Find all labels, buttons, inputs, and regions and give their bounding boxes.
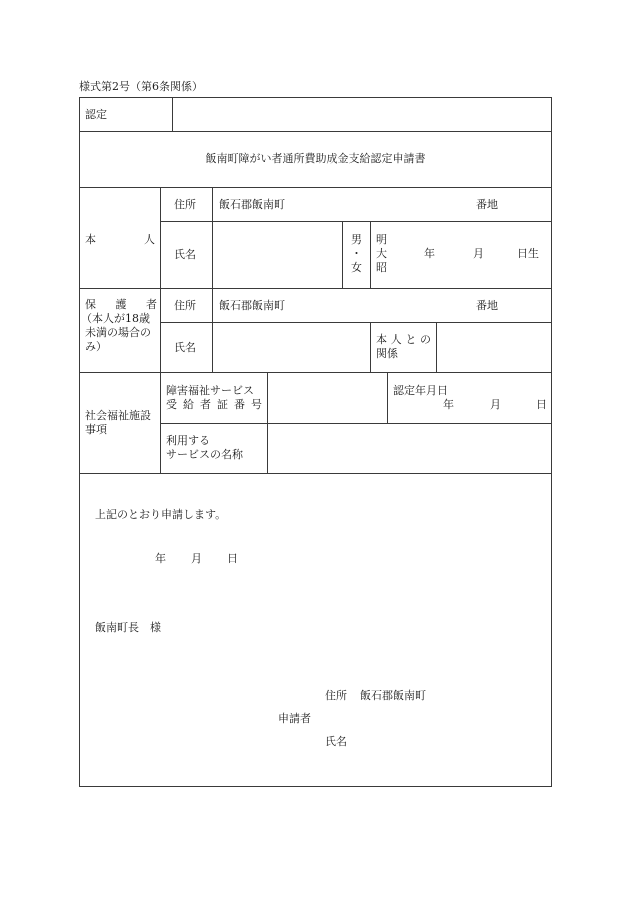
guardian-note-line: み） bbox=[85, 340, 107, 353]
service-name-field[interactable] bbox=[268, 424, 551, 473]
facility-section-label bbox=[85, 409, 151, 437]
guardian-section-label bbox=[81, 298, 157, 354]
person-name-field[interactable] bbox=[213, 222, 342, 288]
relation-label bbox=[376, 333, 431, 361]
approval-label: 認定 bbox=[85, 108, 107, 121]
era-selector[interactable] bbox=[376, 233, 387, 275]
cert-day-label: 日 bbox=[536, 398, 547, 411]
relation-label-char: と bbox=[405, 333, 417, 346]
guardian-label-char: 保 bbox=[85, 298, 96, 311]
form-number: 様式第2号（第6条関係） bbox=[79, 80, 203, 93]
facility-label-line: 社会福祉施設 bbox=[85, 409, 151, 422]
guardian-note-line: 未満の場合の bbox=[85, 326, 151, 339]
cert-number-label bbox=[166, 384, 262, 412]
guardian-address-suffix: 番地 bbox=[476, 299, 498, 312]
cert-label-char: 給 bbox=[183, 398, 194, 411]
guardian-name-field[interactable] bbox=[213, 323, 370, 372]
guardian-address-field[interactable] bbox=[213, 289, 551, 322]
applicant-name-label: 氏名 bbox=[325, 735, 347, 748]
person-address-label: 住所 bbox=[174, 198, 196, 211]
applicant-address-value: 飯石郡飯南町 bbox=[360, 689, 426, 702]
applicant-label: 申請者 bbox=[278, 712, 311, 725]
sex-separator: ・ bbox=[351, 247, 362, 260]
person-address-suffix: 番地 bbox=[476, 198, 498, 211]
guardian-label-char: 護 bbox=[115, 298, 127, 311]
sex-selector[interactable] bbox=[343, 233, 370, 275]
era-option-taisho[interactable]: 大 bbox=[376, 247, 387, 260]
sex-option-male[interactable]: 男 bbox=[351, 233, 362, 246]
cert-label-char: 号 bbox=[251, 398, 262, 411]
birth-day-label: 日生 bbox=[517, 247, 539, 260]
person-address-field[interactable] bbox=[213, 188, 551, 221]
guardian-note-line: （本人が18歳 bbox=[81, 312, 150, 325]
cert-label-line1: 障害福祉サービス bbox=[166, 384, 254, 397]
applicant-name-field[interactable] bbox=[360, 730, 540, 752]
guardian-address-prefix: 飯石郡飯南町 bbox=[219, 299, 285, 312]
declaration-year-label: 年 bbox=[155, 552, 166, 565]
guardian-address-label: 住所 bbox=[174, 299, 196, 312]
relation-field[interactable] bbox=[437, 323, 551, 372]
cert-year-label: 年 bbox=[443, 398, 454, 411]
declaration-statement: 上記のとおり申請します。 bbox=[95, 508, 227, 521]
person-label-char: 本 bbox=[85, 233, 96, 246]
era-option-meiji[interactable]: 明 bbox=[376, 233, 387, 246]
cert-label-char: 者 bbox=[200, 398, 211, 411]
addressee: 飯南町長 様 bbox=[95, 621, 161, 634]
person-section-label bbox=[85, 231, 155, 247]
birth-month-label: 月 bbox=[473, 247, 484, 260]
guardian-label-char: 者 bbox=[146, 298, 157, 311]
declaration-day-label: 日 bbox=[227, 552, 238, 565]
relation-label-char: 本 bbox=[376, 333, 387, 346]
era-option-showa[interactable]: 昭 bbox=[376, 261, 387, 274]
guardian-name-label: 氏名 bbox=[174, 341, 196, 354]
cert-number-field[interactable] bbox=[268, 373, 387, 423]
relation-label-char: 人 bbox=[390, 333, 402, 346]
sex-option-female[interactable]: 女 bbox=[351, 261, 362, 274]
person-name-label: 氏名 bbox=[174, 248, 196, 261]
cert-label-char: 番 bbox=[234, 398, 245, 411]
cert-month-label: 月 bbox=[490, 398, 501, 411]
form-title: 飯南町障がい者通所費助成金支給認定申請書 bbox=[205, 152, 426, 165]
person-label-char: 人 bbox=[144, 233, 155, 246]
service-label-line: サービスの名称 bbox=[166, 448, 243, 461]
cert-label-char: 受 bbox=[166, 398, 177, 411]
cert-date-label: 認定年月日 bbox=[393, 384, 448, 397]
applicant-address-label: 住所 bbox=[325, 689, 347, 702]
cert-label-char: 証 bbox=[217, 398, 228, 411]
person-address-prefix: 飯石郡飯南町 bbox=[219, 198, 285, 211]
approval-field[interactable] bbox=[173, 98, 551, 131]
declaration-month-label: 月 bbox=[191, 552, 202, 565]
relation-label-char: の bbox=[419, 333, 431, 346]
facility-label-line: 事項 bbox=[85, 423, 107, 436]
birth-year-label: 年 bbox=[424, 247, 435, 260]
service-label-line: 利用する bbox=[166, 434, 210, 447]
service-name-label bbox=[166, 434, 243, 462]
relation-label-line2: 関係 bbox=[376, 347, 398, 360]
